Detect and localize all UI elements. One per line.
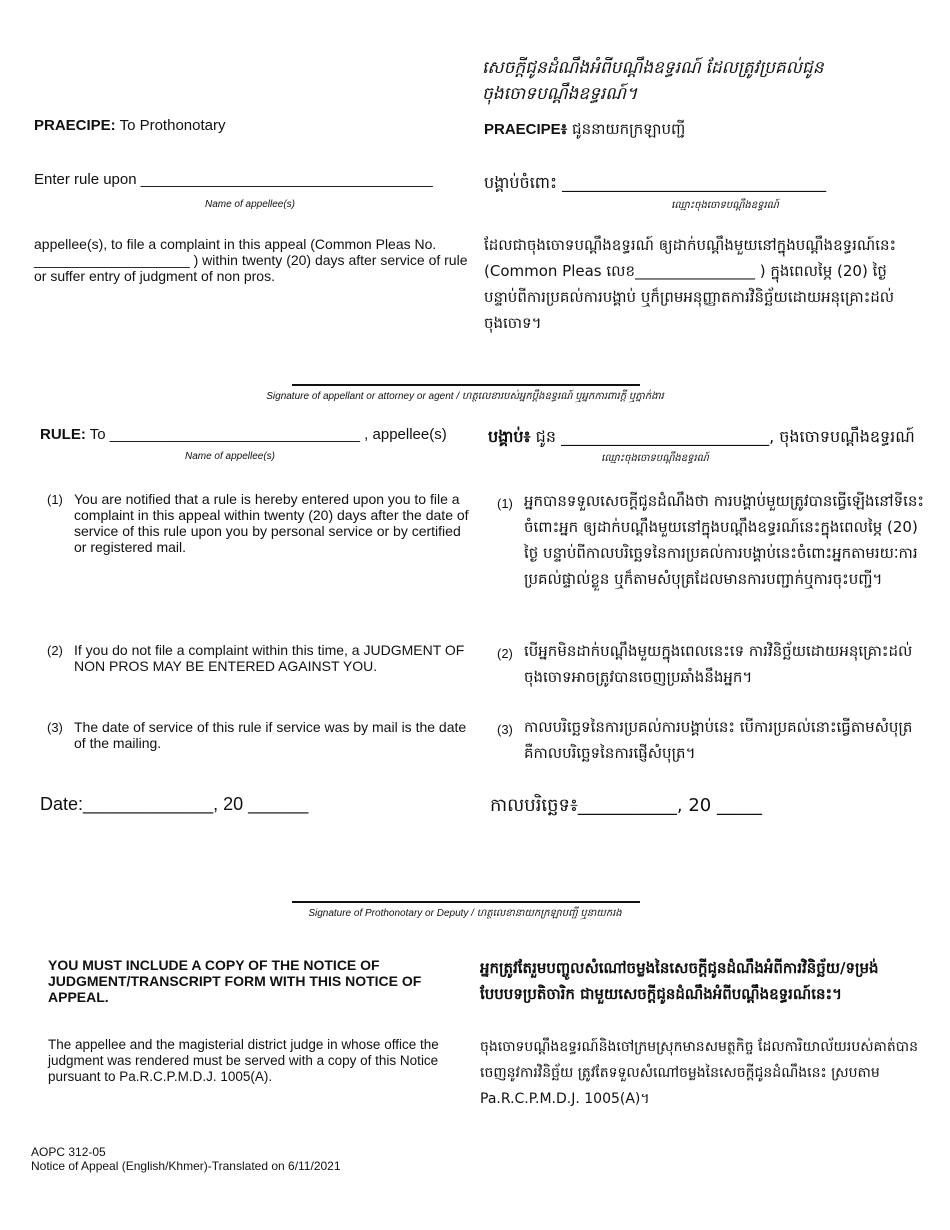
appellee-paragraph-en: appellee(s), to file a complaint in this appeal (Common Pleas No. ____________________ ) within twenty (20) days after service of rule or suffer entry of judgment of non pros. — [34, 236, 468, 284]
date-field[interactable]: Date:_____________, 20 ______ — [40, 794, 309, 814]
item-3-km: កាលបរិច្ឆេទនៃការប្រគល់ការបង្គាប់នេះ បើការប្រគល់នោះធ្វើតាមសំបុត្រ គឺកាលបរិច្ឆេទនៃការផ្ញើសំបុត្រ។ — [524, 718, 913, 762]
notice-bold-km: អ្នកត្រូវតែរួមបញ្ចូលសំណៅចម្លងនៃសេចក្តីជូនដំណឹងអំពីការវិនិច្ឆ័យ/ទម្រង់បែបបទប្រតិចារិក ជាមួយសេចក្តីជូនដំណឹងអំពីបណ្តឹងឧទ្ធរណ៍នេះ។ — [480, 959, 879, 1003]
rule-name-of-appellee-caption: Name of appellee(s) — [184, 451, 276, 462]
appellant-signature-caption: Signature of appellant or attorney or agent / ហត្ថលេខារបស់អ្នកប្តឹងឧទ្ធរណ៍ ឬអ្នកការពារក្តី ឬភ្នាក់ងារ — [266, 391, 664, 402]
rule-to-field-km[interactable]: បង្គាប់៖ ជូន __________________________, ចុងចោទបណ្តឹងឧទ្ធរណ៍ — [488, 427, 915, 446]
item-1-number-km: (1) — [497, 496, 513, 511]
rule-to-field[interactable]: RULE: To ______________________________ , appellee(s) — [40, 426, 447, 443]
praecipe-en: PRAECIPE: To Prothonotary — [34, 117, 226, 134]
date-field-km[interactable]: កាលបរិច្ឆេទ៖___________, 20 _____ — [490, 795, 762, 816]
item-2-number-km: (2) — [497, 646, 513, 661]
item-1-km: អ្នកបានទទួលសេចក្តីជូនដំណឹងថា ការបង្គាប់មួយត្រូវបានធ្វើឡើងនៅទីនេះចំពោះអ្នក ឲ្យដាក់បណ្តឹងមួយនៅក្នុងបណ្តឹងឧទ្ធរណ៍នេះក្នុងពេលម្ភៃ (20) ថ្ងៃ បន្ទាប់ពីកាលបរិច្ឆេទនៃការប្រគល់ការបង្គាប់នេះចំពោះអ្នកតាមរយៈការប្រគល់ផ្ទាល់ខ្លួន ឬក៏តាមសំបុត្រដែលមានការបញ្ជាក់ឬការចុះបញ្ជី។ — [524, 492, 924, 588]
enter-rule-upon-field-km[interactable]: បង្គាប់ចំពោះ _________________________________ — [484, 173, 827, 192]
item-3-number-km: (3) — [497, 722, 513, 737]
form-title: Notice of Appeal (English/Khmer)-Translated on 6/11/2021 — [31, 1159, 341, 1173]
enter-rule-upon-field[interactable]: Enter rule upon ___________________________________ — [34, 171, 433, 188]
khmer-form-title: សេចក្តីជូនដំណឹងអំពីបណ្តឹងឧទ្ធរណ៍ ដែលត្រូវប្រគល់ជូនចុងចោទបណ្តឹងឧទ្ធរណ៍។ — [482, 58, 824, 103]
notice-body-km: ចុងចោទបណ្តឹងឧទ្ធរណ៍និងចៅក្រមស្រុកមានសមត្ថកិច្ច ដែលការិយាល័យរបស់គាត់បានចេញនូវការវិនិច្ឆ័យ ត្រូវតែទទួលសំណៅចម្លងនៃសេចក្តីជូនដំណឹងនេះ ស្របតាម Pa.R.C.P.M.D.J. 1005(A)។ — [480, 1039, 918, 1107]
item-1-number: (1) — [47, 492, 63, 507]
item-2-en: If you do not file a complaint within this time, a JUDGMENT OF NON PROS MAY BE ENTERED AGAINST YOU. — [74, 642, 465, 674]
item-2-number: (2) — [47, 643, 63, 658]
notice-body-en: The appellee and the magisterial district judge in whose office the judgment was rendered must be served with a copy of this Notice pursuant to Pa.R.C.P.M.D.J. 1005(A). — [48, 1037, 439, 1084]
item-3-number: (3) — [47, 720, 63, 735]
notice-bold-en: YOU MUST INCLUDE A COPY OF THE NOTICE OF JUDGMENT/TRANSCRIPT FORM WITH THIS NOTICE OF APPEAL. — [48, 957, 422, 1005]
name-of-appellee-caption-km: ឈ្មោះចុងចោទបណ្តឹងឧទ្ធរណ៍ — [671, 200, 779, 211]
rule-name-of-appellee-caption-km: ឈ្មោះចុងចោទបណ្តឹងឧទ្ធរណ៍ — [601, 453, 709, 464]
appellant-signature-line[interactable] — [292, 384, 640, 386]
prothonotary-signature-line[interactable] — [292, 901, 640, 903]
item-3-en: The date of service of this rule if service was by mail is the date of the mailing. — [74, 719, 467, 751]
appellee-paragraph-km: ដែលជាចុងចោទបណ្តឹងឧទ្ធរណ៍ ឲ្យដាក់បណ្តឹងមួយនៅក្នុងបណ្តឹងឧទ្ធរណ៍នេះ (Common Pleas លេខ________________ ) ក្នុងពេលម្ភៃ (20) ថ្ងៃ បន្ទាប់ពីការប្រគល់ការបង្គាប់ ឬក៏ព្រមអនុញ្ញាតការវិនិច្ឆ័យដោយអនុគ្រោះដល់ចុងចោទ។ — [484, 236, 897, 332]
item-2-km: បើអ្នកមិនដាក់បណ្តឹងមួយក្នុងពេលនេះទេ ការវិនិច្ឆ័យដោយអនុគ្រោះដល់ចុងចោទអាចត្រូវបានចេញប្រឆាំងនឹងអ្នក។ — [524, 642, 913, 686]
name-of-appellee-caption: Name of appellee(s) — [204, 199, 296, 210]
prothonotary-signature-caption: Signature of Prothonotary or Deputy / ហត្ថលេខានាយកក្រឡាបញ្ជី ឬនាយករង — [308, 908, 622, 919]
praecipe-km: PRAECIPE៖ ជូននាយកក្រឡាបញ្ជី — [484, 120, 686, 138]
form-id: AOPC 312-05 — [31, 1145, 106, 1159]
item-1-en: You are notified that a rule is hereby entered upon you to file a complaint in this appeal within twenty (20) days after the date of service of this rule upon you by personal service or by certified or registered mail. — [74, 491, 469, 555]
